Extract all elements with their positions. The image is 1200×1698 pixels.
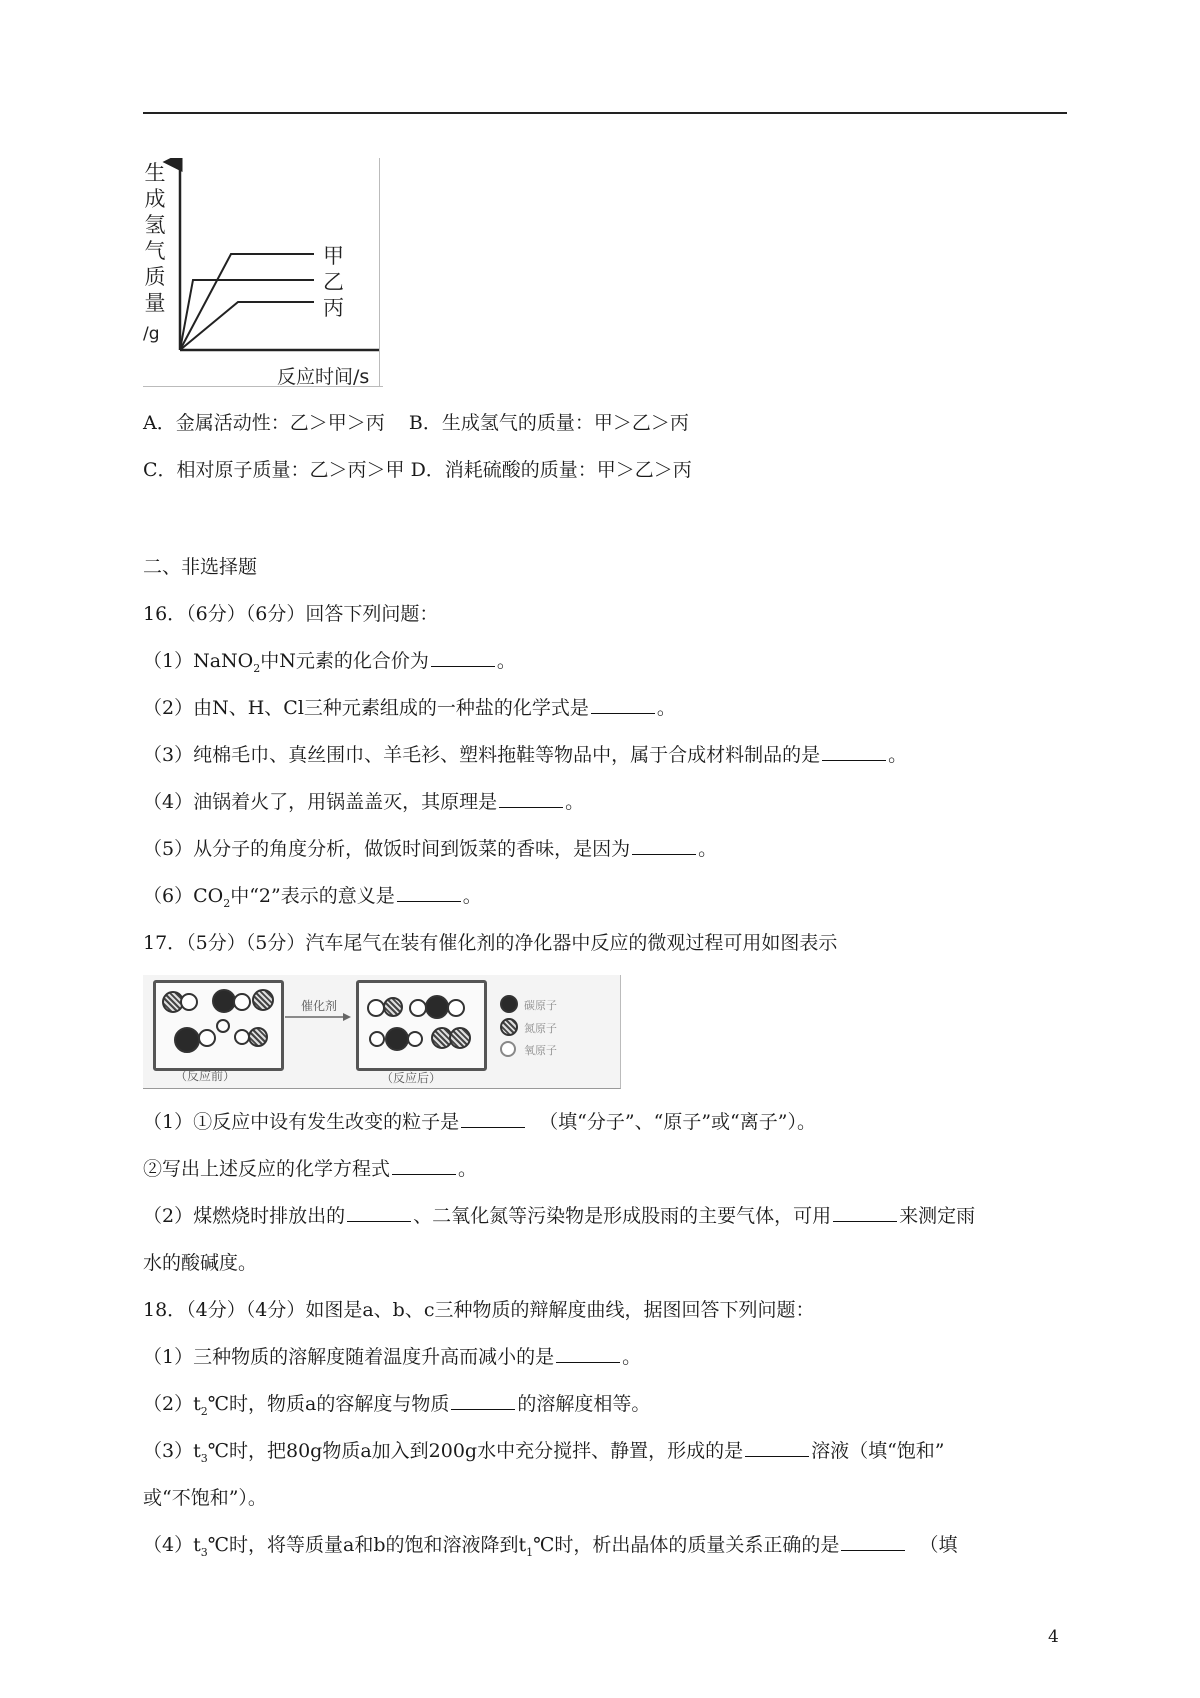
- header-rule: [143, 112, 1067, 114]
- legend-nitrogen: 氮原子: [524, 1022, 557, 1035]
- arrow-label: 催化剂: [301, 999, 338, 1013]
- answer-blank[interactable]: [591, 694, 655, 714]
- q16-head: 16．（6分）（6分）回答下列问题：: [143, 603, 439, 625]
- o-atom: [180, 993, 198, 1011]
- c-atom: [425, 995, 449, 1019]
- q18-head: 18．（4分）（4分）如图是a、b、c三种物质的辩解度曲线，据图回答下列问题：: [143, 1299, 815, 1321]
- y-axis-unit: /g: [143, 324, 160, 344]
- n-atom: [252, 989, 274, 1011]
- answer-blank[interactable]: [822, 741, 886, 761]
- q16-item-4: （4）油锅着火了，用锅盖盖灭，其原理是 。: [143, 788, 584, 816]
- q16-item-2: （2）由N、H、Cl三种元素组成的一种盐的化学式是 。: [143, 694, 676, 722]
- curve-yi: [180, 280, 314, 350]
- answer-blank[interactable]: [833, 1202, 897, 1222]
- legend-oxygen-icon: [500, 1041, 516, 1057]
- reaction-diagram: [143, 975, 621, 1089]
- q16-item-1: （1）NaNO$_2$中N元素的化合价为 。: [143, 647, 516, 683]
- graph-lines: [143, 158, 383, 388]
- before-caption: （反应前）: [175, 1069, 236, 1083]
- o-atom: [447, 999, 465, 1017]
- graph-frame-bottom: [143, 386, 383, 387]
- legend-carbon-icon: [500, 995, 518, 1013]
- q15-options-row2: C．相对原子质量：乙＞丙＞甲 D．消耗硫酸的质量：甲＞乙＞丙: [143, 459, 692, 481]
- after-caption: （反应后）: [381, 1071, 442, 1085]
- n-atom: [383, 997, 403, 1017]
- page-number: 4: [1048, 1627, 1059, 1647]
- answer-blank[interactable]: [461, 1108, 525, 1128]
- q17-item-1: （1）①反应中设有发生改变的粒子是 （填“分子”、“原子”或“离子”）。: [143, 1108, 816, 1136]
- y-axis-label: 生 成 氢 气 质 量: [144, 161, 166, 315]
- o-atom: [233, 993, 251, 1011]
- answer-blank[interactable]: [632, 835, 696, 855]
- answer-blank[interactable]: [745, 1437, 809, 1457]
- legend-yi: 乙: [323, 270, 344, 294]
- n-atom: [248, 1027, 268, 1047]
- o-atom: [198, 1029, 216, 1047]
- q16-item-5: （5）从分子的角度分析，做饭时间到饭菜的香味，是因为 。: [143, 835, 717, 863]
- q17-item-3-cont: 水的酸碱度。: [143, 1252, 258, 1274]
- c-atom: [385, 1027, 409, 1051]
- legend-oxygen: 氧原子: [524, 1044, 557, 1057]
- section-title: 二、非选择题: [143, 556, 258, 578]
- o-atom: [369, 1031, 385, 1047]
- legend-nitrogen-icon: [500, 1018, 518, 1036]
- legend-carbon: 碳原子: [524, 999, 557, 1012]
- q18-item-2: $(2)t_2℃$时，物质a的容解度与物质 的溶解度相等。: [143, 1390, 650, 1426]
- answer-blank[interactable]: [499, 788, 563, 808]
- q16-item-3: （3）纯棉毛巾、真丝围巾、羊毛衫、塑料拖鞋等物品中，属于合成材料制品的是 。: [143, 741, 907, 769]
- curve-bing: [180, 302, 314, 350]
- answer-blank[interactable]: [451, 1390, 515, 1410]
- legend-bing: 丙: [323, 296, 344, 320]
- q18-item-3: $(3)t_3℃$时，把80g物质a加入到200g水中充分搅拌、静置，形成的是 溶液（填“饱和”: [143, 1437, 945, 1473]
- q16-item-6: $(6)CO_2$中“2”表示的意义是 。: [143, 882, 482, 918]
- x-axis-label: 反应时间/s: [277, 366, 370, 388]
- answer-blank[interactable]: [397, 882, 461, 902]
- o-atom: [216, 1019, 230, 1033]
- c-atom: [174, 1027, 200, 1053]
- q18-item-3-cont: 或“不饱和”）。: [143, 1487, 267, 1509]
- legend-jia: 甲: [323, 244, 344, 268]
- q17-item-2: ②写出上述反应的化学方程式 。: [143, 1155, 477, 1183]
- hydrogen-mass-graph: [143, 158, 383, 388]
- answer-blank[interactable]: [431, 647, 495, 667]
- q15-options-row1: A．金属活动性：乙＞甲＞丙 B．生成氢气的质量：甲＞乙＞丙: [143, 412, 689, 434]
- n-atom: [449, 1027, 471, 1049]
- before-box: [153, 980, 284, 1071]
- answer-blank[interactable]: [841, 1531, 905, 1551]
- q17-item-3: （2）煤燃烧时排放出的 、二氧化氮等污染物是形成股雨的主要气体，可用 来测定雨: [143, 1202, 975, 1230]
- answer-blank[interactable]: [347, 1202, 411, 1222]
- q18-item-1: （1）三种物质的溶解度随着温度升高而减小的是 。: [143, 1343, 641, 1371]
- q18-item-4: $(4)t_3℃$时，将等质量a和b的饱和溶液降到$t_1℃$时，析出晶体的质量关系正确的是 （填: [143, 1531, 957, 1567]
- graph-frame-right: [379, 158, 380, 386]
- arrow-icon: [285, 1011, 353, 1023]
- answer-blank[interactable]: [556, 1343, 620, 1363]
- answer-blank[interactable]: [392, 1155, 456, 1175]
- o-atom: [407, 1031, 423, 1047]
- after-box: [356, 980, 487, 1071]
- q17-head: 17．（5分）（5分）汽车尾气在装有催化剂的净化器中反应的微观过程可用如图表示: [143, 932, 838, 954]
